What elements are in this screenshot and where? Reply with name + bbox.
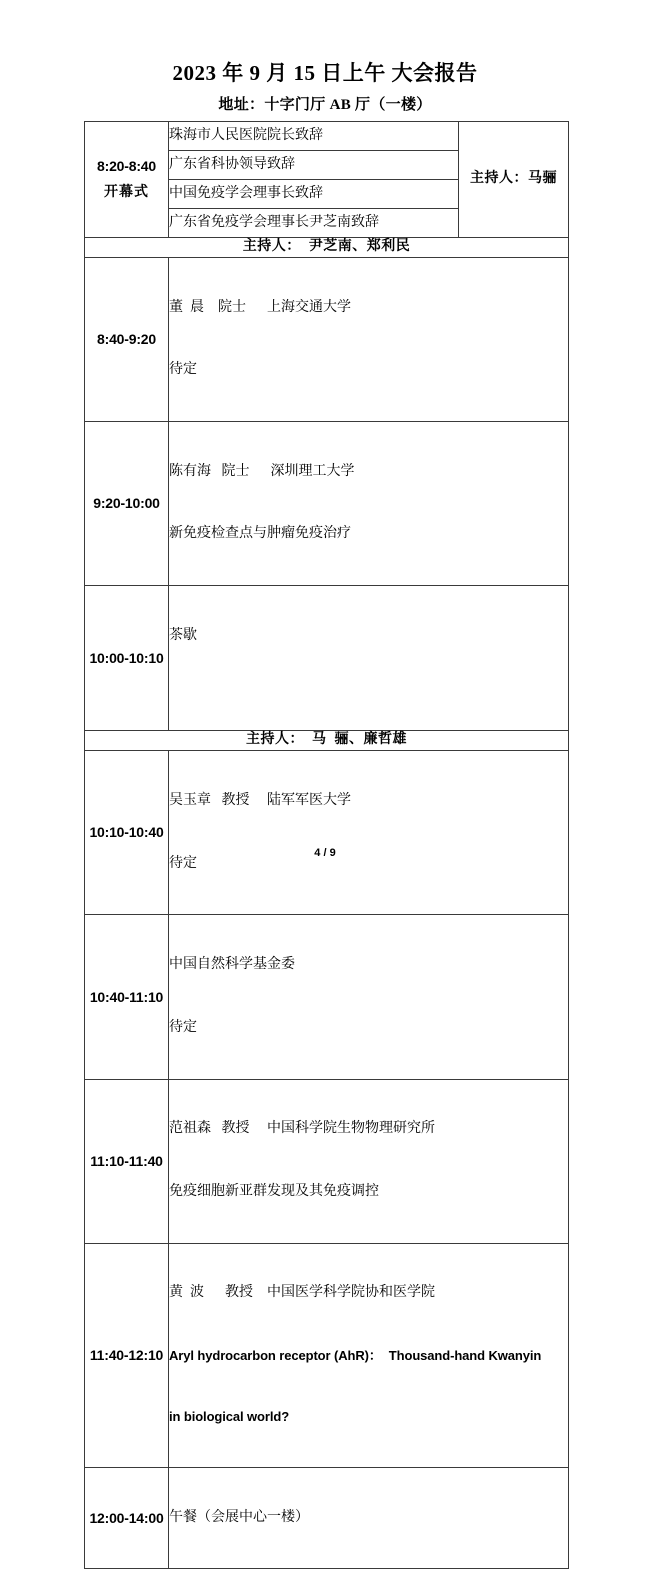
page-number: 4 / 9 <box>314 847 336 859</box>
table-row <box>85 122 569 151</box>
talk-content-4 <box>169 915 569 1079</box>
chair-row-session2 <box>85 731 569 751</box>
opening-item-1: 广东省科协领导致辞 <box>169 151 459 180</box>
talk-topic-1: 新免疫检查点与肿瘤免疫治疗 <box>169 526 351 542</box>
talk-time-0: 8:40-9:20 <box>85 257 169 421</box>
talk-time-4: 10:40-11:10 <box>85 915 169 1079</box>
schedule-table <box>84 121 569 1569</box>
table-row <box>85 586 569 731</box>
lunch-content <box>169 1467 569 1568</box>
talk-time-5: 11:10-11:40 <box>85 1079 169 1243</box>
opening-time: 8:20-8:40 <box>97 157 156 174</box>
opening-item-3: 广东省免疫学会理事长尹芝南致辞 <box>169 209 459 238</box>
talk-topic-4: 待定 <box>169 1019 197 1035</box>
lunch-time: 12:00-14:00 <box>85 1467 169 1568</box>
talk-speaker-2: 茶歇 <box>169 627 197 643</box>
opening-time-cell <box>85 122 169 238</box>
talk-topic-5: 免疫细胞新亚群发现及其免疫调控 <box>169 1183 379 1199</box>
chair-session2-label: 主持人： 马 骊、廉哲雄 <box>85 731 569 751</box>
chair-session1-label: 主持人： 尹芝南、郑利民 <box>85 238 569 258</box>
keynote-time: 11:40-12:10 <box>85 1243 169 1467</box>
keynote-title-line2: in biological world? <box>169 1409 290 1425</box>
talk-content-3 <box>169 751 569 915</box>
opening-item-0: 珠海市人民医院院长致辞 <box>169 122 459 151</box>
keynote-speaker: 黄 波 教授 中国医学科学院协和医学院 <box>169 1285 435 1301</box>
table-row <box>85 915 569 1079</box>
keynote-content <box>169 1243 569 1467</box>
talk-content-0 <box>169 257 569 421</box>
talk-topic-3: 待定 <box>169 855 197 871</box>
talk-speaker-3: 吴玉章 教授 陆军军医大学 <box>169 793 351 809</box>
opening-label: 开幕式 <box>104 184 149 200</box>
table-row <box>85 257 569 421</box>
page-title: 2023 年 9 月 15 日上午 大会报告 <box>172 61 478 85</box>
talk-content-5 <box>169 1079 569 1243</box>
talk-speaker-5: 范祖森 教授 中国科学院生物物理研究所 <box>169 1121 435 1137</box>
keynote-title-line1: Aryl hydrocarbon receptor (AhR)： Thousand-hand Kwanyin <box>169 1348 542 1364</box>
talk-content-1 <box>169 422 569 586</box>
opening-chair: 主持人：马骊 <box>459 122 569 238</box>
opening-item-2: 中国免疫学会理事长致辞 <box>169 180 459 209</box>
talk-topic-2 <box>169 687 568 693</box>
talk-time-3: 10:10-10:40 <box>85 751 169 915</box>
table-row <box>85 1243 569 1467</box>
talk-speaker-0: 董 晨 院士 上海交通大学 <box>169 299 351 315</box>
table-row <box>85 422 569 586</box>
table-row <box>85 1467 569 1568</box>
talk-time-1: 9:20-10:00 <box>85 422 169 586</box>
table-row <box>85 1079 569 1243</box>
talk-speaker-4: 中国自然科学基金委 <box>169 957 295 973</box>
venue-subtitle: 地址：十字门厅 AB 厅（一楼） <box>218 97 432 113</box>
chair-row-session1 <box>85 238 569 258</box>
lunch-text: 午餐（会展中心一楼） <box>169 1509 309 1525</box>
table-row <box>85 751 569 915</box>
talk-topic-0: 待定 <box>169 362 197 378</box>
talk-speaker-1: 陈有海 院士 深圳理工大学 <box>169 463 355 479</box>
talk-time-2: 10:00-10:10 <box>85 586 169 731</box>
talk-content-2 <box>169 586 569 731</box>
